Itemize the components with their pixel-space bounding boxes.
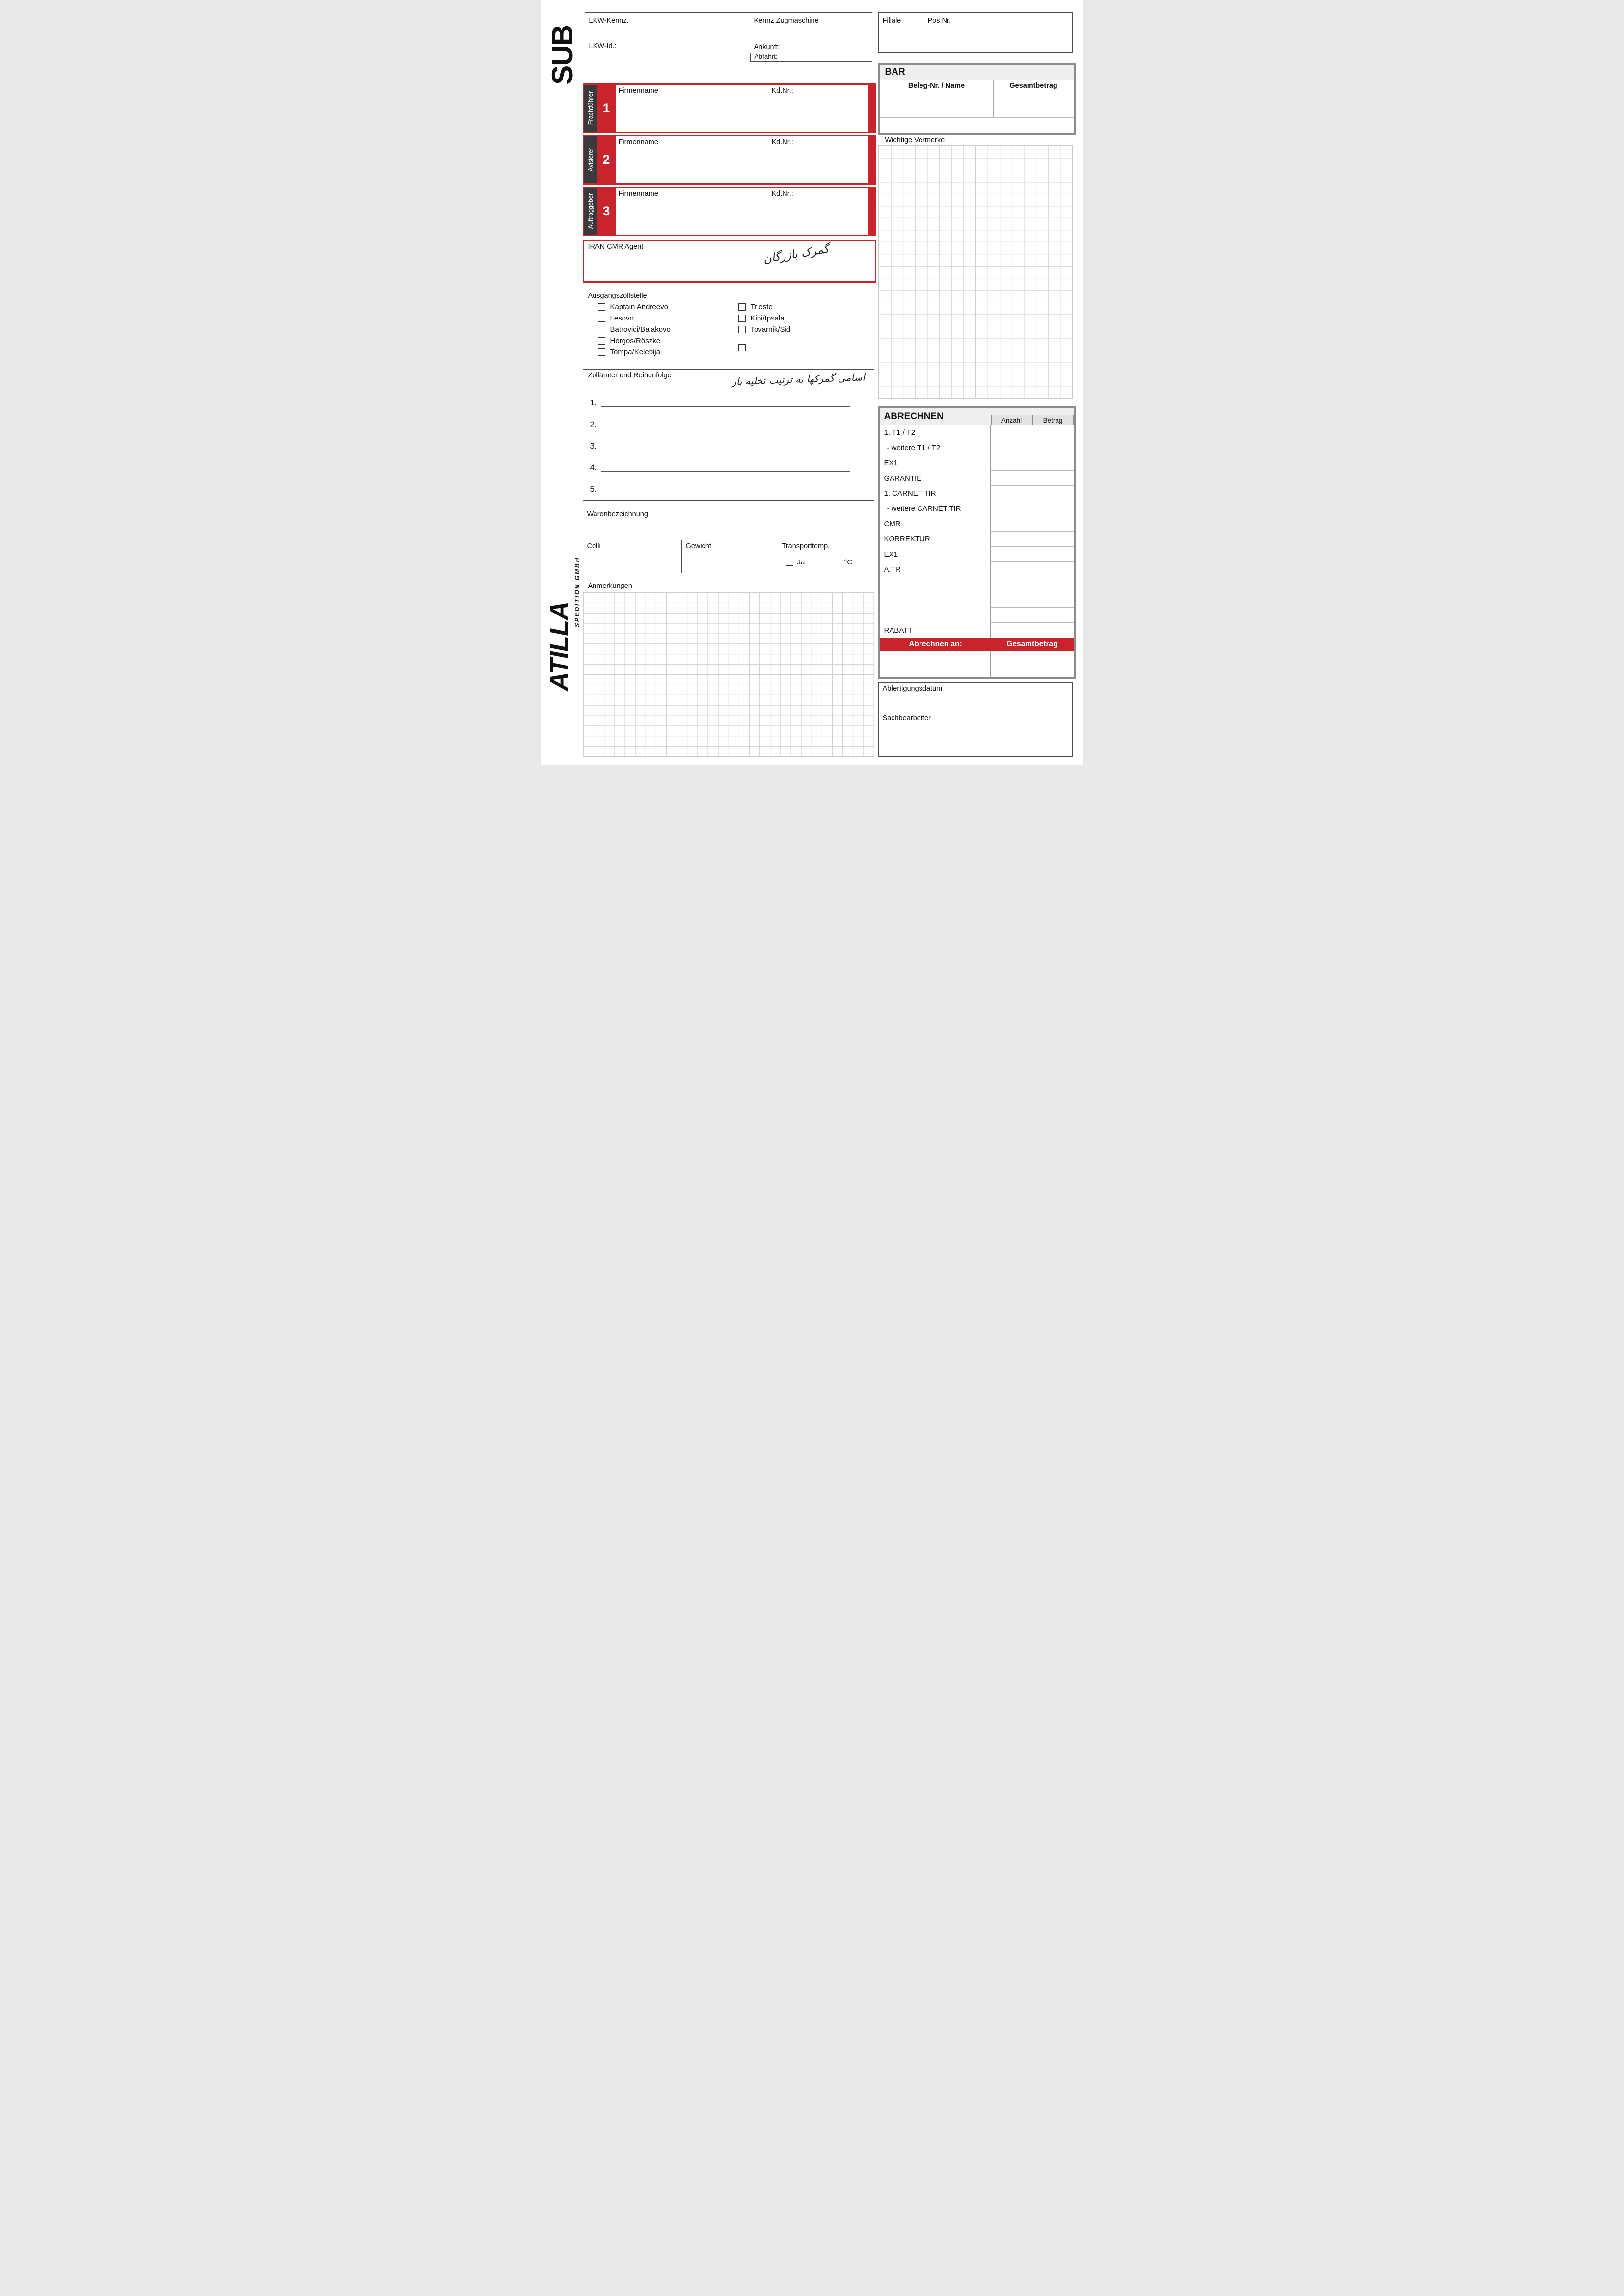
anzahl-header: Anzahl: [991, 415, 1032, 425]
betrag-cell[interactable]: [1032, 592, 1074, 608]
zoll-line-3[interactable]: [590, 438, 866, 450]
anzahl-cell[interactable]: [990, 532, 1032, 547]
anzahl-cell[interactable]: [990, 623, 1032, 638]
zoll-line-4[interactable]: [590, 460, 866, 472]
party-number-badge: 3: [597, 188, 616, 235]
truck-info-box[interactable]: [585, 12, 872, 53]
kdnr-label: Kd.Nr.:: [771, 138, 793, 146]
bar-empty-row[interactable]: [880, 105, 1074, 118]
abrechnen-row-ex1-2: [880, 547, 1074, 562]
brand-subtitle-text: SPEDITION GMBH: [573, 556, 581, 628]
party-entry-area[interactable]: [616, 85, 875, 132]
transporttemp-ja-row: [786, 558, 853, 566]
party-role-label: Auftraggeber: [587, 193, 594, 229]
checkbox[interactable]: [738, 303, 746, 311]
abrechnen-header: [880, 408, 1074, 425]
row-label: GARANTIE: [884, 474, 922, 482]
abrechnen-row-t1t2: [880, 425, 1074, 440]
checkbox[interactable]: [598, 315, 605, 322]
lkw-kennz-label: LKW-Kennz.: [589, 17, 629, 25]
row-label: EX1: [884, 550, 898, 559]
gewicht-cell[interactable]: [681, 540, 778, 573]
row-label: RABATT: [884, 626, 913, 635]
iran-cmr-agent-box[interactable]: [583, 240, 876, 283]
abfahrt-box[interactable]: [750, 53, 872, 62]
ausgangszollstelle-box: [583, 290, 874, 358]
zoll-line-5[interactable]: [590, 481, 866, 493]
zoll-line-1[interactable]: [590, 395, 866, 407]
kdnr-label: Kd.Nr.:: [771, 190, 793, 198]
abfertigungsdatum-label: Abfertigungsdatum: [882, 685, 943, 693]
anmerkungen-title: Anmerkungen: [588, 582, 632, 590]
checkbox[interactable]: [598, 326, 605, 333]
row-label: - weitere T1 / T2: [887, 444, 941, 452]
option-label: Batrovici/Bajakovo: [610, 325, 671, 334]
kdnr-label: Kd.Nr.:: [771, 87, 793, 95]
sub-logo-text: SUB: [546, 25, 579, 85]
sachbearbeiter-label: Sachbearbeiter: [882, 714, 931, 722]
option-label: Horgos/Röszke: [610, 337, 661, 345]
party-number-badge: 2: [597, 136, 616, 183]
iran-handwriting: گمرک بازرگان: [762, 242, 830, 266]
betrag-cell[interactable]: [1032, 486, 1074, 501]
pos-nr-label: Pos.Nr.: [927, 17, 951, 25]
firmenname-label: Firmenname: [618, 190, 658, 198]
abrechnen-row-rabatt: [880, 623, 1074, 638]
fill-line[interactable]: [601, 397, 850, 407]
filiale-label: Filiale: [882, 17, 901, 25]
party-role-strip: [584, 188, 597, 235]
bar-col-name-header: Beleg-Nr. / Name: [908, 81, 965, 90]
ja-checkbox[interactable]: [786, 559, 793, 566]
anzahl-cell[interactable]: [990, 486, 1032, 501]
bar-cell-name[interactable]: [880, 92, 993, 105]
abfertigungsdatum-box[interactable]: [878, 682, 1073, 713]
bar-col-amount-header: Gesamtbetrag: [993, 80, 1074, 92]
abrechnen-row-cmr: [880, 516, 1074, 532]
option-tovarnik-sid[interactable]: [738, 325, 791, 334]
checkbox[interactable]: [738, 344, 746, 351]
row-label: KORREKTUR: [884, 535, 930, 543]
temperature-fill-line[interactable]: [809, 559, 840, 566]
abrechnen-row-empty: [880, 608, 1074, 623]
row-label: 1. CARNET TIR: [884, 489, 936, 498]
option-label: Kaptain Andreevo: [610, 303, 668, 311]
abrechnen-footer-space[interactable]: [880, 651, 1074, 677]
betrag-cell[interactable]: [1032, 547, 1074, 562]
ausgangszollstelle-title: Ausgangszollstelle: [588, 292, 647, 300]
betrag-cell[interactable]: [1032, 651, 1074, 677]
sub-logo: [546, 10, 579, 100]
anmerkungen-grid[interactable]: [583, 592, 874, 757]
party-role-strip: [584, 136, 597, 183]
option-label: Lesovo: [610, 314, 634, 322]
bar-cell-name[interactable]: [880, 105, 993, 117]
freight-form-page: [541, 0, 1083, 765]
party-section-avisierer: [583, 135, 876, 185]
anzahl-cell[interactable]: [990, 577, 1032, 592]
ja-label: Ja: [797, 558, 805, 566]
abfahrt-label: Abfahrt:: [754, 53, 778, 60]
bar-cell-amount[interactable]: [993, 105, 1074, 117]
brand-logo: [544, 581, 574, 712]
party-section-auftraggeber: [583, 187, 876, 236]
option-label: Kipi/Ipsala: [750, 314, 785, 322]
row-label: 1. T1 / T2: [884, 428, 916, 437]
iran-cmr-agent-label: IRAN CMR Agent: [588, 243, 644, 251]
row-label: EX1: [884, 459, 898, 467]
anzahl-cell[interactable]: [990, 547, 1032, 562]
betrag-cell[interactable]: [1032, 562, 1074, 577]
transporttemp-cell[interactable]: [778, 540, 874, 573]
abrechnen-section: [878, 406, 1076, 679]
brand-logo-text: ATILLA: [544, 602, 574, 691]
row-label: - weitere CARNET TIR: [887, 505, 961, 513]
checkbox[interactable]: [738, 326, 746, 333]
abrechnen-row-carnet-tir: [880, 486, 1074, 501]
option-tompa-kelebija[interactable]: [598, 348, 661, 356]
celsius-label: °C: [844, 558, 853, 566]
transporttemp-label: Transporttemp.: [782, 542, 830, 550]
betrag-cell[interactable]: [1032, 532, 1074, 547]
anzahl-cell[interactable]: [990, 516, 1032, 532]
betrag-cell[interactable]: [1032, 623, 1074, 638]
line-number: 1.: [590, 398, 597, 407]
anzahl-cell[interactable]: [990, 651, 1032, 677]
firmenname-label: Firmenname: [618, 87, 658, 95]
checkbox[interactable]: [598, 348, 605, 356]
zollaemter-title: Zollämter und Reihenfolge: [588, 372, 672, 379]
lkw-id-label: LKW-Id.:: [589, 42, 617, 50]
option-kipi-ipsala[interactable]: [738, 314, 785, 322]
bar-title-row: [880, 65, 1074, 80]
betrag-header: Betrag: [1032, 415, 1074, 425]
party-role-strip: [584, 85, 597, 132]
option-horgos-roeszke[interactable]: [598, 337, 661, 345]
option-batrovici-bajakovo[interactable]: [598, 325, 671, 334]
line-number: 3.: [590, 441, 597, 451]
anzahl-cell[interactable]: [990, 471, 1032, 486]
anzahl-cell[interactable]: [990, 440, 1032, 455]
gewicht-label: Gewicht: [685, 542, 711, 550]
betrag-cell[interactable]: [1032, 471, 1074, 486]
zollaemter-handwriting: اسامی گمرکها به ترتیب تخلیه بار: [731, 371, 865, 388]
betrag-cell[interactable]: [1032, 440, 1074, 455]
kennz-zugmaschine-label: Kennz.Zugmaschine: [754, 17, 819, 25]
party-entry-area[interactable]: [616, 188, 875, 235]
line-number: 2.: [590, 420, 597, 429]
fill-line[interactable]: [601, 418, 850, 428]
gesamtbetrag-label: Gesamtbetrag: [1006, 640, 1058, 648]
abrechnen-row-garantie: [880, 471, 1074, 486]
party-section-frachtfuehrer: [583, 83, 876, 133]
line-number: 5.: [590, 484, 597, 494]
abrechnen-an-label: Abrechnen an:: [909, 640, 962, 648]
filiale-box[interactable]: [878, 12, 1073, 53]
option-trieste[interactable]: [738, 303, 773, 311]
row-label: CMR: [884, 520, 901, 528]
warenbezeichnung-box[interactable]: [583, 508, 874, 538]
fill-line[interactable]: [601, 483, 850, 493]
option-kaptain-andreevo[interactable]: [598, 303, 668, 311]
colli-cell[interactable]: [583, 540, 681, 573]
betrag-cell[interactable]: [1032, 425, 1074, 440]
vermerke-grid[interactable]: [878, 145, 1073, 399]
fill-line[interactable]: [601, 440, 850, 450]
party-number-badge: 1: [597, 85, 616, 132]
fill-line[interactable]: [601, 461, 850, 472]
betrag-cell[interactable]: [1032, 516, 1074, 532]
option-label: Tovarnik/Sid: [750, 325, 791, 334]
firmenname-label: Firmenname: [618, 138, 658, 146]
zoll-line-2[interactable]: [590, 417, 866, 428]
party-role-label: Avisierer: [587, 148, 594, 172]
abrechnen-row-weitere-t1t2: [880, 440, 1074, 455]
option-lesovo[interactable]: [598, 314, 634, 322]
bar-cell-amount[interactable]: [993, 92, 1074, 105]
abrechnen-row-empty: [880, 577, 1074, 592]
bar-title: BAR: [885, 67, 905, 77]
party-entry-area[interactable]: [616, 136, 875, 183]
measures-row: [583, 540, 874, 573]
warenbezeichnung-title: Warenbezeichnung: [587, 510, 648, 518]
bar-empty-row[interactable]: [880, 92, 1074, 105]
checkbox[interactable]: [598, 303, 605, 311]
colli-label: Colli: [587, 542, 601, 550]
anzahl-cell[interactable]: [990, 455, 1032, 471]
abrechnen-title: ABRECHNEN: [884, 411, 944, 422]
bar-section: [878, 63, 1076, 135]
vermerke-title: Wichtige Vermerke: [885, 136, 945, 144]
zollaemter-box: [583, 369, 874, 501]
betrag-cell[interactable]: [1032, 455, 1074, 471]
option-label: Trieste: [750, 303, 773, 311]
sachbearbeiter-box[interactable]: [878, 712, 1073, 757]
anzahl-cell[interactable]: [990, 562, 1032, 577]
betrag-cell[interactable]: [1032, 608, 1074, 623]
betrag-cell[interactable]: [1032, 501, 1074, 516]
abrechnen-row-weitere-carnet-tir: [880, 501, 1074, 516]
anzahl-cell[interactable]: [990, 608, 1032, 623]
abrechnen-total-bar: [880, 638, 1074, 651]
option-label: Tompa/Kelebija: [610, 348, 661, 356]
anzahl-cell[interactable]: [990, 501, 1032, 516]
abrechnen-row-ex1: [880, 455, 1074, 471]
checkbox[interactable]: [598, 337, 605, 345]
option-other-customs[interactable]: [738, 344, 855, 351]
party-role-label: Frachtführer: [587, 91, 594, 125]
abrechnen-row-empty: [880, 592, 1074, 608]
abrechnen-row-atr: [880, 562, 1074, 577]
other-customs-blank-line[interactable]: [751, 345, 855, 351]
row-label: A.TR: [884, 565, 901, 574]
abrechnen-row-korrektur: [880, 532, 1074, 547]
anzahl-cell[interactable]: [990, 592, 1032, 608]
checkbox[interactable]: [738, 315, 746, 322]
line-number: 4.: [590, 463, 597, 472]
bar-header-row: [880, 80, 1074, 92]
ankunft-label: Ankunft:: [754, 43, 780, 51]
betrag-cell[interactable]: [1032, 577, 1074, 592]
anzahl-cell[interactable]: [990, 425, 1032, 440]
